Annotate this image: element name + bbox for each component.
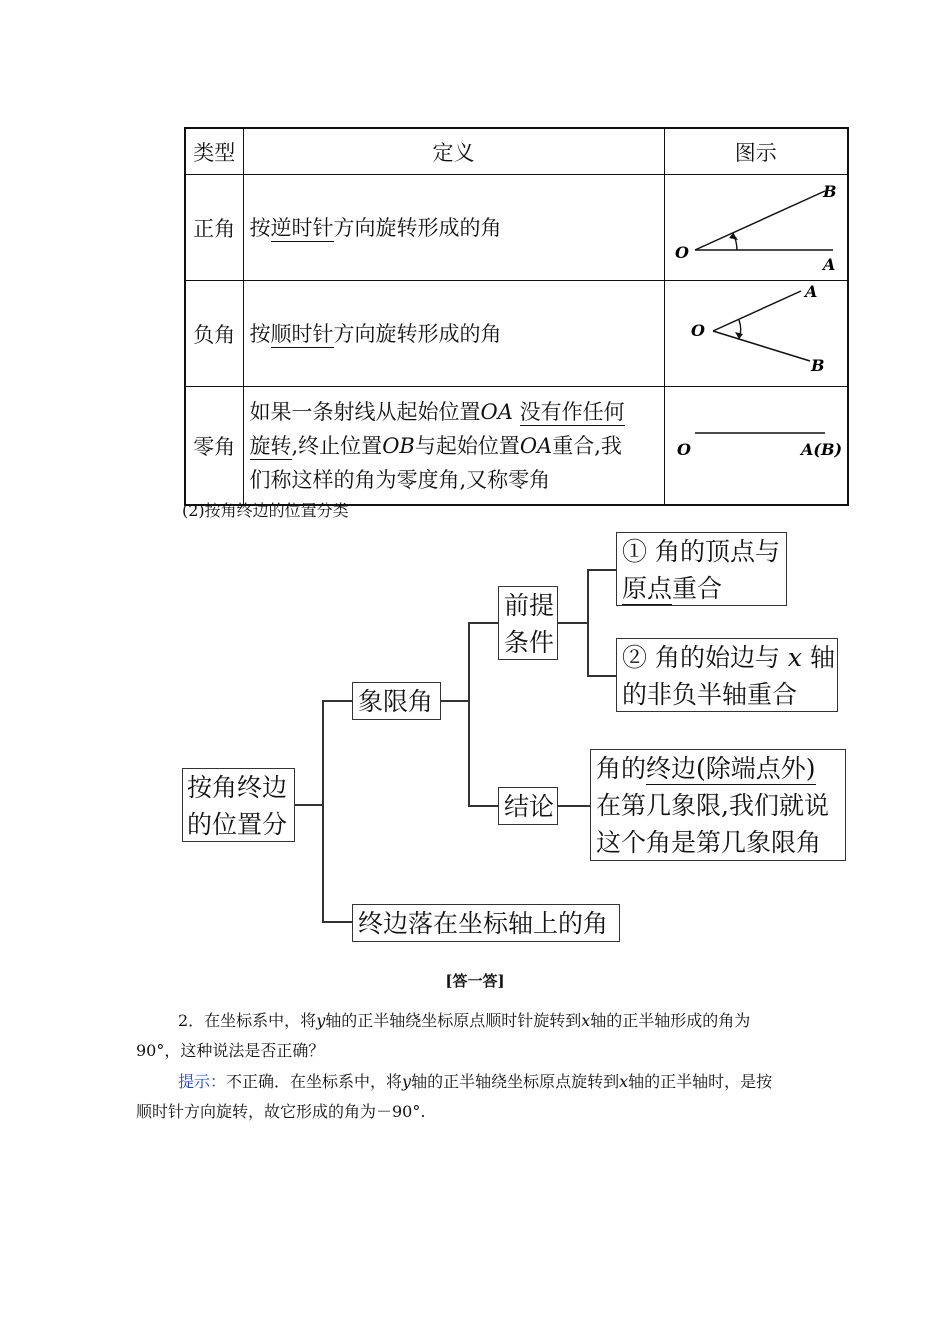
connector — [558, 805, 590, 807]
qa-heading: [答一答] — [445, 972, 505, 990]
connector — [295, 804, 323, 806]
positive-angle-diagram — [665, 175, 847, 275]
svg-text:A(B): A(B) — [800, 440, 842, 459]
zero-angle-diagram — [665, 387, 847, 499]
svg-text:O: O — [690, 321, 705, 340]
connector — [441, 700, 469, 702]
type-positive: 正角 — [185, 175, 243, 281]
connector — [468, 622, 470, 806]
connector — [322, 921, 352, 923]
svg-text:A: A — [804, 282, 817, 301]
svg-text:O: O — [674, 243, 689, 262]
table-row-zero — [185, 387, 848, 506]
svg-text:B: B — [822, 182, 837, 201]
table-row-positive — [185, 175, 848, 281]
tree-condition-2: ② 角的始边与 x 轴 的非负半轴重合 — [616, 638, 838, 712]
connector — [468, 622, 498, 624]
angle-type-table — [184, 127, 849, 506]
hint-label: 提示： — [178, 1072, 227, 1091]
type-negative: 负角 — [185, 281, 243, 387]
connector — [587, 569, 616, 571]
tree-premise: 前提 条件 — [498, 586, 558, 660]
section-caption: (2)按角终边的位置分类 — [182, 501, 349, 520]
header-type: 类型 — [185, 128, 243, 175]
question: 2．在坐标系中，将y轴的正半轴绕坐标原点顺时针旋转到x轴的正半轴形成的角为 90°，这种说法是否正确？ — [136, 1011, 751, 1060]
negative-angle-diagram — [665, 281, 847, 381]
svg-text:A: A — [822, 255, 835, 274]
def-positive: 按逆时针方向旋转形成的角 — [243, 175, 664, 281]
connector — [468, 805, 498, 807]
def-zero: 如果一条射线从起始位置OA 没有作任何 旋转,终止位置OB与起始位置OA重合,我 们称这样的角为零度角,又称零角 — [243, 387, 664, 506]
header-definition: 定义 — [243, 128, 664, 175]
tree-root: 按角终边 的位置分 — [182, 768, 295, 842]
tree-conclusion-text: 角的终边(除端点外) 在第几象限,我们就说 这个角是第几象限角 — [590, 749, 846, 861]
svg-text:B: B — [810, 356, 825, 375]
connector — [587, 569, 589, 676]
table-row-negative — [185, 281, 848, 387]
connector — [322, 700, 324, 922]
tree-condition-1: ① 角的顶点与 原点重合 — [616, 532, 787, 606]
tree-quadrant-angle: 象限角 — [352, 682, 441, 720]
connector — [587, 675, 616, 677]
connector — [558, 622, 588, 624]
figure-negative-angle — [664, 281, 848, 387]
figure-positive-angle — [664, 175, 848, 281]
type-zero: 零角 — [185, 387, 243, 506]
tree-conclusion: 结论 — [498, 787, 558, 825]
svg-text:O: O — [676, 440, 691, 459]
tree-axis-angle: 终边落在坐标轴上的角 — [352, 904, 620, 942]
connector — [322, 700, 352, 702]
answer: 提示：不正确．在坐标系中，将y轴的正半轴绕坐标原点旋转到x轴的正半轴时，是按 顺时针方向旋转，故它形成的角为－90°. — [136, 1072, 773, 1121]
header-figure: 图示 — [664, 128, 848, 175]
def-negative: 按顺时针方向旋转形成的角 — [243, 281, 664, 387]
figure-zero-angle — [664, 387, 848, 506]
table-header-row — [185, 128, 848, 175]
